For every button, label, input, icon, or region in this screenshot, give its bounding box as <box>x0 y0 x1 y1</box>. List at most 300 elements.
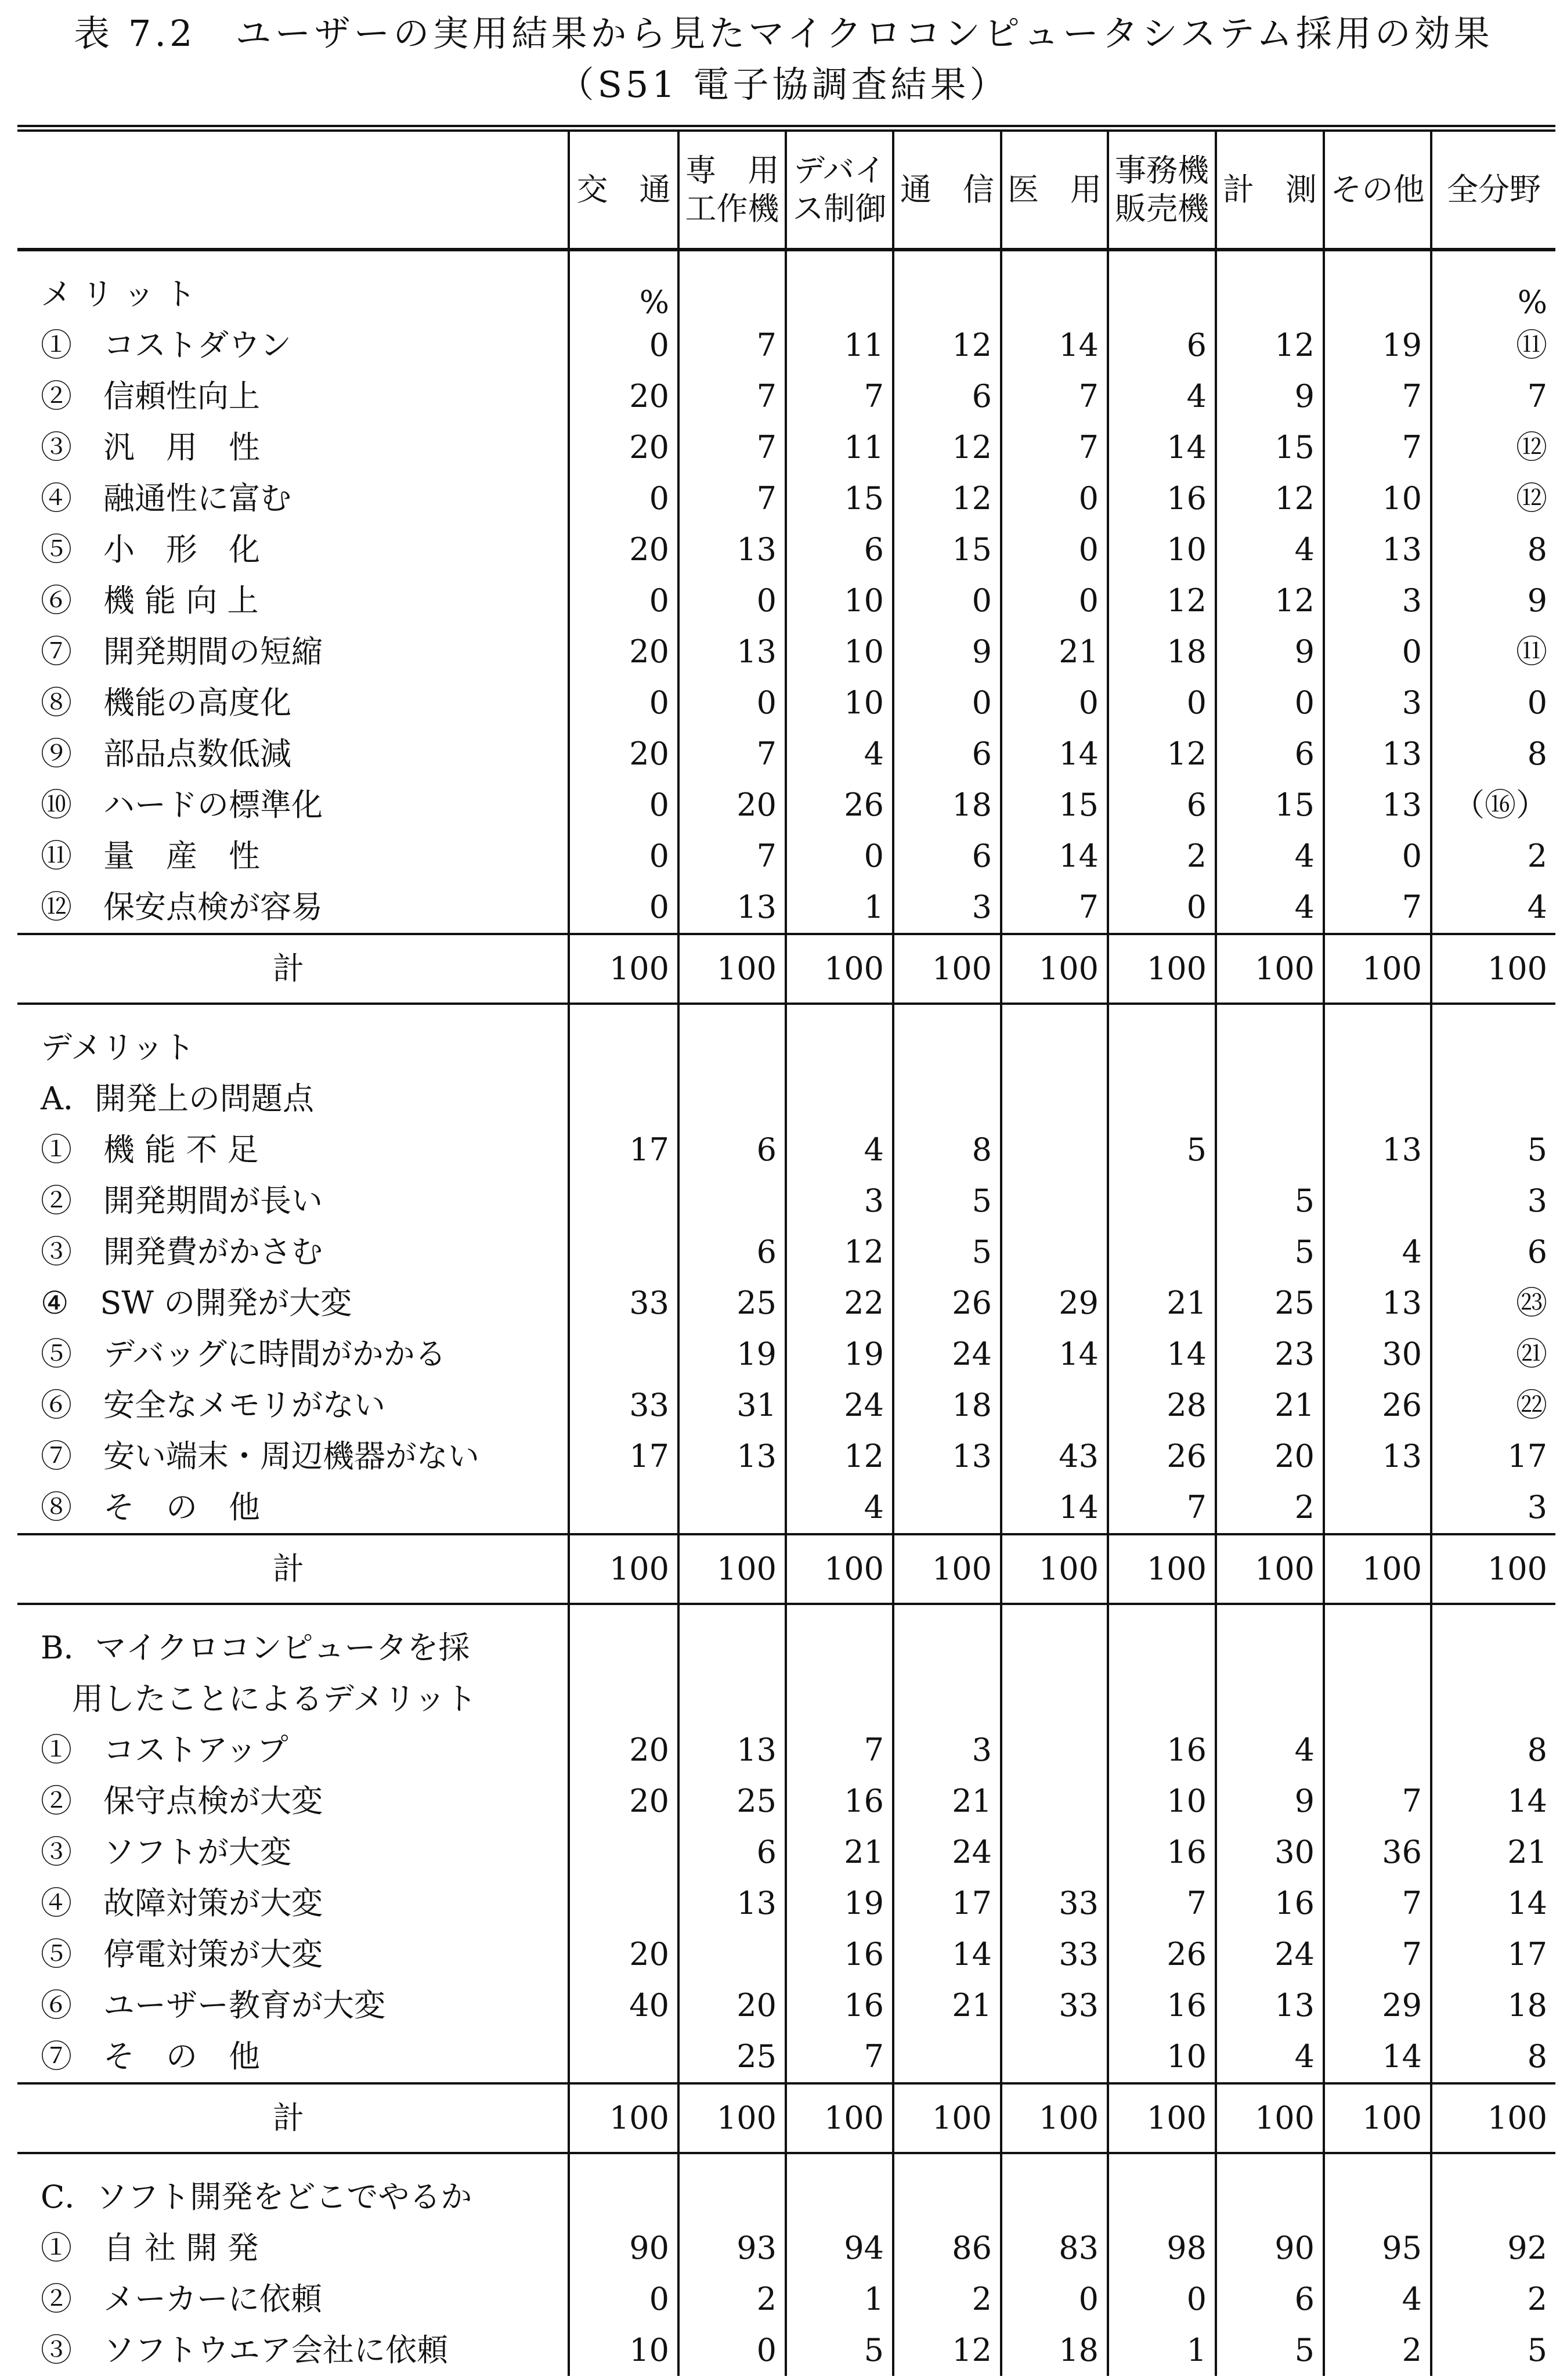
section-header-row <box>17 2153 1555 2223</box>
value-cell: 100 <box>1108 2083 1216 2153</box>
value-cell: 25 <box>678 1776 786 1827</box>
value-cell: 7 <box>678 831 786 882</box>
value-cell: 0 <box>893 575 1001 626</box>
value-cell: 33 <box>1001 1929 1108 1980</box>
value-cell: 36 <box>1324 1827 1431 1878</box>
value-cell: 4 <box>1216 1725 1324 1776</box>
value-cell: 100 <box>569 1534 678 1604</box>
table-row <box>17 1278 1555 1329</box>
table-row <box>17 780 1555 831</box>
value-cell: 20 <box>569 1929 678 1980</box>
value-cell: 14 <box>1001 729 1108 780</box>
value-cell: 0 <box>678 677 786 729</box>
total-label: 計 <box>17 934 569 1004</box>
value-cell: 7 <box>678 729 786 780</box>
value-cell: 3 <box>1324 575 1431 626</box>
value-cell <box>1216 250 1324 320</box>
value-cell: 0 <box>786 831 893 882</box>
value-cell <box>893 1674 1001 1725</box>
value-cell: 6 <box>1108 320 1216 371</box>
value-cell: ㉓ <box>1431 1278 1555 1329</box>
value-cell: 90 <box>1216 2223 1324 2274</box>
value-cell: 100 <box>1001 934 1108 1004</box>
table-row <box>17 1482 1555 1534</box>
value-cell: 7 <box>1324 1929 1431 1980</box>
value-cell: 15 <box>1001 780 1108 831</box>
value-cell: 0 <box>1001 2274 1108 2325</box>
value-cell: 6 <box>1108 780 1216 831</box>
value-cell: 4 <box>1216 2031 1324 2083</box>
value-cell: 43 <box>1001 1431 1108 1482</box>
value-cell: 24 <box>786 1380 893 1431</box>
value-cell <box>1216 1004 1324 1073</box>
value-cell: 7 <box>1324 422 1431 473</box>
value-cell: 4 <box>786 1124 893 1175</box>
section-header: デメリット <box>41 1029 195 1066</box>
value-cell <box>1216 1073 1324 1124</box>
value-cell: 13 <box>678 882 786 934</box>
value-cell: 14 <box>1431 1776 1555 1827</box>
value-cell <box>1216 1604 1324 1674</box>
value-cell <box>1001 1073 1108 1124</box>
table-row <box>17 1175 1555 1227</box>
table-row <box>17 524 1555 575</box>
value-cell: 100 <box>1108 934 1216 1004</box>
value-cell: 100 <box>1001 1534 1108 1604</box>
value-cell <box>1431 1674 1555 1725</box>
value-cell: 0 <box>1108 882 1216 934</box>
value-cell: 21 <box>1431 1827 1555 1878</box>
value-cell <box>893 2031 1001 2083</box>
value-cell: 25 <box>1216 1278 1324 1329</box>
value-cell: 16 <box>786 1776 893 1827</box>
value-cell <box>1001 2031 1108 2083</box>
value-cell: 10 <box>1324 473 1431 524</box>
total-row <box>17 2083 1555 2153</box>
value-cell <box>1001 2153 1108 2223</box>
value-cell: 13 <box>678 524 786 575</box>
value-cell <box>678 1674 786 1725</box>
row-label: ⑫ 保安点検が容易 <box>41 889 323 925</box>
value-cell <box>786 1674 893 1725</box>
value-cell: 16 <box>786 1929 893 1980</box>
table-row <box>17 473 1555 524</box>
value-cell: 6 <box>1216 729 1324 780</box>
value-cell: 20 <box>569 626 678 677</box>
value-cell: 4 <box>786 729 893 780</box>
value-cell: 100 <box>786 2083 893 2153</box>
value-cell <box>1216 1124 1324 1175</box>
value-cell: 5 <box>786 2325 893 2376</box>
value-cell: 20 <box>1216 1431 1324 1482</box>
column-header: デバイ ス制御 <box>786 128 893 250</box>
value-cell: 12 <box>1216 575 1324 626</box>
value-cell: 13 <box>678 1431 786 1482</box>
value-cell <box>678 1604 786 1674</box>
value-cell: 0 <box>1001 575 1108 626</box>
value-cell <box>1431 1004 1555 1073</box>
row-label: ② 信頼性向上 <box>41 378 260 414</box>
value-cell <box>893 1004 1001 1073</box>
value-cell: 0 <box>678 575 786 626</box>
value-cell: 94 <box>786 2223 893 2274</box>
table-row <box>17 320 1555 371</box>
value-cell: 16 <box>1108 473 1216 524</box>
value-cell: 5 <box>1108 1124 1216 1175</box>
value-cell: 14 <box>1001 831 1108 882</box>
table-header <box>17 128 1555 250</box>
section-header: B．マイクロコンピュータを採 <box>41 1629 470 1666</box>
table-row <box>17 1124 1555 1175</box>
row-label: ⑦ 開発期間の短縮 <box>41 633 323 670</box>
value-cell: 14 <box>1324 2031 1431 2083</box>
value-cell <box>893 1073 1001 1124</box>
value-cell: 12 <box>1216 473 1324 524</box>
value-cell: 86 <box>893 2223 1001 2274</box>
value-cell: 2 <box>1216 1482 1324 1534</box>
table-row <box>17 371 1555 422</box>
value-cell <box>569 2153 678 2223</box>
value-cell: 7 <box>1108 1482 1216 1534</box>
value-cell: 18 <box>1108 626 1216 677</box>
value-cell: 26 <box>786 780 893 831</box>
row-label: ① 機 能 不 足 <box>41 1131 259 1168</box>
value-cell: ㉑ <box>1431 1329 1555 1380</box>
column-header: 医 用 <box>1001 128 1108 250</box>
table-row <box>17 2031 1555 2083</box>
value-cell: 8 <box>1431 729 1555 780</box>
value-cell: 1 <box>786 2274 893 2325</box>
row-label: ① コストダウン <box>41 327 291 363</box>
value-cell: 21 <box>1108 1278 1216 1329</box>
value-cell: 13 <box>1324 524 1431 575</box>
value-cell: 16 <box>1108 1827 1216 1878</box>
section-header-row <box>17 1004 1555 1073</box>
value-cell <box>1324 2153 1431 2223</box>
value-cell: 30 <box>1216 1827 1324 1878</box>
value-cell: 9 <box>1216 1776 1324 1827</box>
row-label: ② 保守点検が大変 <box>41 1783 323 1819</box>
section-header: C．ソフト開発をどこでやるか <box>41 2179 472 2215</box>
value-cell: 12 <box>893 320 1001 371</box>
value-cell: 33 <box>1001 1980 1108 2031</box>
value-cell: 13 <box>678 1878 786 1929</box>
table-row <box>17 1827 1555 1878</box>
value-cell: 10 <box>569 2325 678 2376</box>
value-cell: 13 <box>678 626 786 677</box>
section-header: メ リ ッ ト <box>41 276 196 312</box>
value-cell <box>786 2153 893 2223</box>
value-cell: 12 <box>893 422 1001 473</box>
row-label: ⑤ 停電対策が大変 <box>41 1936 323 1972</box>
value-cell: 9 <box>1431 575 1555 626</box>
row-label: ⑦ 安い端末・周辺機器がない <box>41 1438 479 1474</box>
value-cell <box>786 1004 893 1073</box>
value-cell <box>1324 1175 1431 1227</box>
table-row <box>17 2223 1555 2274</box>
value-cell <box>678 1073 786 1124</box>
unit-label: % <box>569 250 678 320</box>
table-row <box>17 422 1555 473</box>
value-cell: 0 <box>569 780 678 831</box>
value-cell: 100 <box>1431 1534 1555 1604</box>
row-label: ⑧ 機能の高度化 <box>41 684 291 721</box>
value-cell <box>893 1482 1001 1534</box>
value-cell: 5 <box>1216 2325 1324 2376</box>
value-cell: 1 <box>1108 2325 1216 2376</box>
value-cell: 100 <box>1431 2083 1555 2153</box>
table-row <box>17 2325 1555 2376</box>
value-cell: 12 <box>1108 729 1216 780</box>
value-cell: 0 <box>1216 677 1324 729</box>
value-cell: 20 <box>569 729 678 780</box>
value-cell: 0 <box>569 2274 678 2325</box>
value-cell: 6 <box>678 1827 786 1878</box>
value-cell: 26 <box>1324 1380 1431 1431</box>
value-cell: 0 <box>1324 626 1431 677</box>
value-cell: 100 <box>786 934 893 1004</box>
value-cell <box>678 250 786 320</box>
table-row <box>17 1980 1555 2031</box>
section-header-row <box>17 1674 1555 1725</box>
value-cell: 2 <box>1431 2274 1555 2325</box>
value-cell: 24 <box>1216 1929 1324 1980</box>
value-cell <box>1001 1175 1108 1227</box>
value-cell: 12 <box>786 1227 893 1278</box>
value-cell: 4 <box>1216 524 1324 575</box>
value-cell <box>678 1175 786 1227</box>
table-row <box>17 1329 1555 1380</box>
value-cell <box>1001 1776 1108 1827</box>
table-row <box>17 1878 1555 1929</box>
value-cell: 5 <box>1431 1124 1555 1175</box>
value-cell: 30 <box>1324 1329 1431 1380</box>
value-cell: 100 <box>893 934 1001 1004</box>
value-cell: 17 <box>893 1878 1001 1929</box>
value-cell: 4 <box>786 1482 893 1534</box>
value-cell <box>786 1073 893 1124</box>
value-cell: 100 <box>1001 2083 1108 2153</box>
value-cell: 93 <box>678 2223 786 2274</box>
value-cell: 29 <box>1324 1980 1431 2031</box>
value-cell: 2 <box>678 2274 786 2325</box>
value-cell: 0 <box>569 882 678 934</box>
value-cell: 95 <box>1324 2223 1431 2274</box>
value-cell: 0 <box>569 575 678 626</box>
value-cell: 18 <box>893 780 1001 831</box>
column-header: その他 <box>1324 128 1431 250</box>
value-cell: 29 <box>1001 1278 1108 1329</box>
value-cell <box>1001 1380 1108 1431</box>
value-cell: ⑫ <box>1431 473 1555 524</box>
value-cell: 5 <box>893 1227 1001 1278</box>
value-cell: 7 <box>678 371 786 422</box>
value-cell: 0 <box>678 2325 786 2376</box>
value-cell: 92 <box>1431 2223 1555 2274</box>
row-label: ④ 融通性に富む <box>41 480 291 517</box>
value-cell: 17 <box>1431 1431 1555 1482</box>
table-row <box>17 1431 1555 1482</box>
value-cell <box>1108 1604 1216 1674</box>
value-cell <box>1108 1004 1216 1073</box>
value-cell: 7 <box>786 371 893 422</box>
value-cell: 6 <box>786 524 893 575</box>
value-cell <box>893 1604 1001 1674</box>
value-cell: 14 <box>1001 1482 1108 1534</box>
value-cell: 12 <box>893 2325 1001 2376</box>
column-header: 通 信 <box>893 128 1001 250</box>
value-cell: 100 <box>893 2083 1001 2153</box>
value-cell: 16 <box>1108 1725 1216 1776</box>
value-cell: 14 <box>1001 1329 1108 1380</box>
value-cell: 7 <box>1431 371 1555 422</box>
value-cell <box>1108 1175 1216 1227</box>
row-label: ⑧ そ の 他 <box>41 1489 260 1526</box>
value-cell: 3 <box>1431 1175 1555 1227</box>
value-cell: 15 <box>1216 780 1324 831</box>
value-cell: 0 <box>569 677 678 729</box>
value-cell: 90 <box>569 2223 678 2274</box>
value-cell: 2 <box>893 2274 1001 2325</box>
value-cell: 6 <box>1216 2274 1324 2325</box>
value-cell: 7 <box>1324 882 1431 934</box>
value-cell: 13 <box>1324 1278 1431 1329</box>
value-cell: 13 <box>1324 780 1431 831</box>
value-cell: 14 <box>1108 422 1216 473</box>
value-cell: 6 <box>678 1124 786 1175</box>
value-cell: 24 <box>893 1827 1001 1878</box>
value-cell: 0 <box>1001 524 1108 575</box>
table-row <box>17 677 1555 729</box>
value-cell: 3 <box>786 1175 893 1227</box>
value-cell: 0 <box>1001 677 1108 729</box>
value-cell: 10 <box>1108 2031 1216 2083</box>
value-cell: 7 <box>1108 1878 1216 1929</box>
value-cell: 20 <box>569 1725 678 1776</box>
value-cell: ⑪ <box>1431 626 1555 677</box>
value-cell <box>569 1482 678 1534</box>
value-cell <box>1001 250 1108 320</box>
value-cell: 5 <box>1431 2325 1555 2376</box>
row-label: ⑦ そ の 他 <box>41 2038 260 2075</box>
value-cell <box>1324 1674 1431 1725</box>
value-cell: 13 <box>1324 1124 1431 1175</box>
value-cell <box>1001 1227 1108 1278</box>
value-cell: 4 <box>1216 831 1324 882</box>
value-cell: 33 <box>1001 1878 1108 1929</box>
value-cell: 3 <box>893 1725 1001 1776</box>
table-body <box>17 250 1555 2376</box>
value-cell: 20 <box>569 524 678 575</box>
table-row <box>17 2274 1555 2325</box>
value-cell: ㉒ <box>1431 1380 1555 1431</box>
value-cell <box>569 1878 678 1929</box>
value-cell <box>1001 1004 1108 1073</box>
results-table <box>17 125 1555 2376</box>
value-cell <box>569 1827 678 1878</box>
value-cell <box>1108 2153 1216 2223</box>
table-row <box>17 626 1555 677</box>
value-cell: 8 <box>893 1124 1001 1175</box>
value-cell: 100 <box>1324 2083 1431 2153</box>
value-cell: 4 <box>1324 2274 1431 2325</box>
value-cell: 4 <box>1324 1227 1431 1278</box>
value-cell: 5 <box>1216 1227 1324 1278</box>
value-cell <box>678 1929 786 1980</box>
value-cell: 13 <box>1324 729 1431 780</box>
unit-label: % <box>1431 250 1555 320</box>
value-cell: 4 <box>1216 882 1324 934</box>
value-cell: 100 <box>569 934 678 1004</box>
value-cell: 17 <box>569 1431 678 1482</box>
value-cell: 100 <box>1108 1534 1216 1604</box>
value-cell: 13 <box>1324 1431 1431 1482</box>
value-cell: 13 <box>678 1725 786 1776</box>
row-label: ② メーカーに依頼 <box>41 2281 322 2317</box>
table-row <box>17 1776 1555 1827</box>
value-cell: 11 <box>786 422 893 473</box>
value-cell: 15 <box>893 524 1001 575</box>
value-cell <box>569 1604 678 1674</box>
value-cell: 0 <box>893 677 1001 729</box>
value-cell: 9 <box>1216 371 1324 422</box>
value-cell: （⑯） <box>1431 780 1555 831</box>
value-cell: 20 <box>678 1980 786 2031</box>
section-header-row <box>17 1604 1555 1674</box>
header-stub <box>17 128 569 250</box>
value-cell <box>893 2153 1001 2223</box>
value-cell: 7 <box>1001 371 1108 422</box>
value-cell <box>1001 1604 1108 1674</box>
value-cell: 12 <box>1108 575 1216 626</box>
value-cell <box>1431 1073 1555 1124</box>
row-label: ⑨ 部品点数低減 <box>41 735 291 772</box>
value-cell <box>1324 1004 1431 1073</box>
row-label: ⑪ 量 産 性 <box>41 838 260 874</box>
value-cell: 20 <box>569 1776 678 1827</box>
table-row <box>17 831 1555 882</box>
value-cell: 31 <box>678 1380 786 1431</box>
value-cell <box>1324 1604 1431 1674</box>
row-label: ⑩ ハードの標準化 <box>41 787 323 823</box>
value-cell <box>1108 250 1216 320</box>
value-cell: ⑫ <box>1431 422 1555 473</box>
value-cell <box>1108 1674 1216 1725</box>
value-cell: 18 <box>893 1380 1001 1431</box>
row-label: ⑥ ユーザー教育が大変 <box>41 1987 385 2024</box>
value-cell: 100 <box>678 1534 786 1604</box>
value-cell: 22 <box>786 1278 893 1329</box>
total-label: 計 <box>17 1534 569 1604</box>
value-cell <box>893 250 1001 320</box>
value-cell: 100 <box>893 1534 1001 1604</box>
value-cell: 5 <box>1216 1175 1324 1227</box>
value-cell: 100 <box>569 2083 678 2153</box>
value-cell: 3 <box>1431 1482 1555 1534</box>
value-cell: 25 <box>678 1278 786 1329</box>
value-cell <box>569 1674 678 1725</box>
value-cell: 0 <box>1431 677 1555 729</box>
column-header: 計 測 <box>1216 128 1324 250</box>
value-cell: 19 <box>1324 320 1431 371</box>
section-header: A．開発上の問題点 <box>41 1080 314 1117</box>
value-cell: 2 <box>1431 831 1555 882</box>
value-cell: 5 <box>893 1175 1001 1227</box>
value-cell: 7 <box>1324 371 1431 422</box>
row-label: ② 開発期間が長い <box>41 1182 323 1219</box>
value-cell: 33 <box>569 1278 678 1329</box>
value-cell: 10 <box>1108 524 1216 575</box>
